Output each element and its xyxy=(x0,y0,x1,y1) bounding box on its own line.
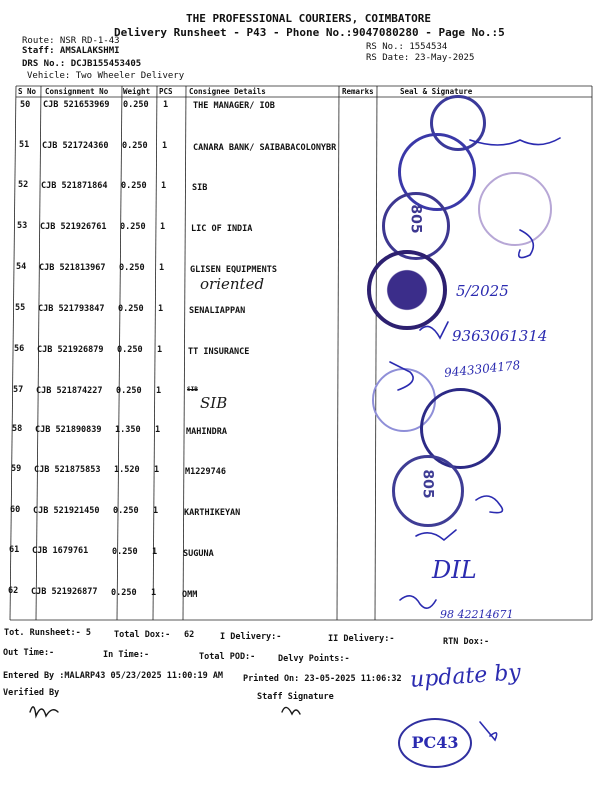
total-dox-label: Total Dox:- xyxy=(114,630,171,640)
row-sno: 50 xyxy=(20,100,31,110)
row-consignee: SIB xyxy=(187,386,198,393)
row-consignee: OMM xyxy=(182,590,198,600)
row-weight: 0.250 xyxy=(121,181,147,191)
row-consignee: LIC OF INDIA xyxy=(191,224,253,234)
row-weight: 1.520 xyxy=(114,465,140,475)
row-consignment: CJB 521871864 xyxy=(41,181,108,191)
ii-delivery: II Delivery:- xyxy=(328,634,395,644)
north-coimbatore-seal-stamp xyxy=(392,455,464,527)
row-consignee: TT INSURANCE xyxy=(188,347,250,357)
faded-seal-stamp xyxy=(478,172,552,246)
row-weight: 0.250 xyxy=(117,345,143,355)
rtn-dox: RTN Dox:- xyxy=(443,637,490,647)
col-sno: S No xyxy=(18,87,37,96)
tot-runsheet: Tot. Runsheet:- 5 xyxy=(4,628,91,638)
row-pcs: 1 xyxy=(162,141,168,151)
row-pcs: 1 xyxy=(163,100,169,110)
drs-number: DRS No.: DCJB155453405 xyxy=(22,59,142,69)
row-sno: 55 xyxy=(15,303,26,313)
out-time: Out Time:- xyxy=(3,648,55,658)
row-weight: 0.250 xyxy=(118,304,144,314)
row-pcs: 1 xyxy=(159,263,165,273)
staff-signature-label: Staff Signature xyxy=(257,692,334,702)
handwritten-pc43: PC43 xyxy=(398,718,472,768)
col-pcs: PCS xyxy=(159,87,173,96)
handwritten-phone: 98 42214671 xyxy=(440,608,514,621)
row-sno: 56 xyxy=(14,344,25,354)
rs-number: RS No.: 1554534 xyxy=(366,42,448,52)
row-consignment: CJB 521793847 xyxy=(38,304,105,314)
row-weight: 1.350 xyxy=(115,425,141,435)
row-weight: 0.250 xyxy=(111,588,137,598)
row-consignment: CJB 521926877 xyxy=(31,587,98,597)
total-dox-value: 62 xyxy=(184,630,195,640)
row-consignee: MAHINDRA xyxy=(186,427,227,437)
row-pcs: 1 xyxy=(158,304,164,314)
row-consignment: CJB 521813967 xyxy=(39,263,106,273)
row-pcs: 1 xyxy=(161,181,167,191)
in-time: In Time:- xyxy=(103,650,150,660)
row-pcs: 1 xyxy=(160,222,166,232)
total-pod: Total POD:- xyxy=(199,652,256,662)
staff: Staff: AMSALAKSHMI xyxy=(22,46,120,56)
row-pcs: 1 xyxy=(151,588,157,598)
handwritten-sib: SIB xyxy=(200,394,228,412)
row-sno: 62 xyxy=(8,586,19,596)
row-consignment: CJB 521926761 xyxy=(40,222,107,232)
row-weight: 0.250 xyxy=(119,263,145,273)
row-consignment: CJB 1679761 xyxy=(32,546,89,556)
row-consignee: THE MANAGER/ IOB xyxy=(193,101,275,111)
row-sno: 60 xyxy=(10,505,21,515)
row-sno: 61 xyxy=(9,545,20,555)
row-consignee: SIB xyxy=(192,183,208,193)
row-weight: 0.250 xyxy=(122,141,148,151)
handwritten-update-by: update by xyxy=(409,660,522,693)
col-seal-signature: Seal & Signature xyxy=(400,87,473,96)
row-consignee: CANARA BANK/ SAIBABACOLONYBR xyxy=(193,143,337,153)
row-sno: 57 xyxy=(13,385,24,395)
runsheet-title: Delivery Runsheet - P43 - Phone No.:9047080280 - Page No.:5 xyxy=(114,26,505,39)
row-sno: 54 xyxy=(16,262,27,272)
branch-seal-stamp xyxy=(367,250,447,330)
stamp-number: 805 xyxy=(419,469,436,499)
row-consignee: GLISEN EQUIPMENTS xyxy=(190,265,277,275)
row-sno: 59 xyxy=(11,464,22,474)
row-weight: 0.250 xyxy=(112,547,138,557)
row-consignment: CJB 521926879 xyxy=(37,345,104,355)
col-consignee: Consignee Details xyxy=(189,87,266,96)
verified-by: Verified By xyxy=(3,688,60,698)
row-sno: 52 xyxy=(18,180,29,190)
col-remarks: Remarks xyxy=(342,87,374,96)
row-consignment: CJB 521653969 xyxy=(43,100,110,110)
row-sno: 53 xyxy=(17,221,28,231)
row-consignment: CJB 521921450 xyxy=(33,506,100,516)
handwritten-oriented: oriented xyxy=(200,275,265,293)
north-coimbatore-seal-stamp xyxy=(382,192,450,260)
row-consignee: M1229746 xyxy=(185,467,226,477)
col-consignment: Consignment No xyxy=(45,87,109,96)
row-sno: 51 xyxy=(19,140,30,150)
row-consignment: CJB 521875853 xyxy=(34,465,101,475)
row-weight: 0.250 xyxy=(123,100,149,110)
printed-on: Printed On: 23-05-2025 11:06:32 xyxy=(243,674,402,684)
row-weight: 0.250 xyxy=(113,506,139,516)
handwritten-dil: DIL xyxy=(432,556,477,584)
handwritten-phone: 9363061314 xyxy=(452,327,548,345)
entered-by: Entered By :MALARP43 05/23/2025 11:00:19 AM xyxy=(3,671,224,681)
row-consignment: CJB 521890839 xyxy=(35,425,102,435)
row-consignee: SUGUNA xyxy=(183,549,214,559)
rs-date: RS Date: 23-May-2025 xyxy=(366,53,475,63)
col-weight: Weight xyxy=(123,87,151,96)
row-pcs: 1 xyxy=(154,465,160,475)
row-pcs: 1 xyxy=(155,425,161,435)
row-pcs: 1 xyxy=(157,345,163,355)
vehicle: Vehicle: Two Wheeler Delivery xyxy=(27,71,185,81)
row-pcs: 1 xyxy=(152,547,158,557)
handwritten-date: 5/2025 xyxy=(456,282,509,300)
row-pcs: 1 xyxy=(153,506,159,516)
row-consignment: CJB 521724360 xyxy=(42,141,109,151)
handwritten-phone: 9443304178 xyxy=(443,358,521,380)
company-title: THE PROFESSIONAL COURIERS, COIMBATORE xyxy=(186,12,432,25)
row-weight: 0.250 xyxy=(120,222,146,232)
row-sno: 58 xyxy=(12,424,23,434)
row-consignment: CJB 521874227 xyxy=(36,386,103,396)
row-pcs: 1 xyxy=(156,386,162,396)
row-weight: 0.250 xyxy=(116,386,142,396)
stamp-number: 805 xyxy=(407,204,424,234)
row-consignee: KARTHIKEYAN xyxy=(184,508,241,518)
route: Route: NSR RD-1-43 xyxy=(22,36,120,46)
row-consignee: SENALIAPPAN xyxy=(189,306,246,316)
i-delivery: I Delivery:- xyxy=(220,632,282,642)
delvy-points: Delvy Points:- xyxy=(278,654,350,664)
